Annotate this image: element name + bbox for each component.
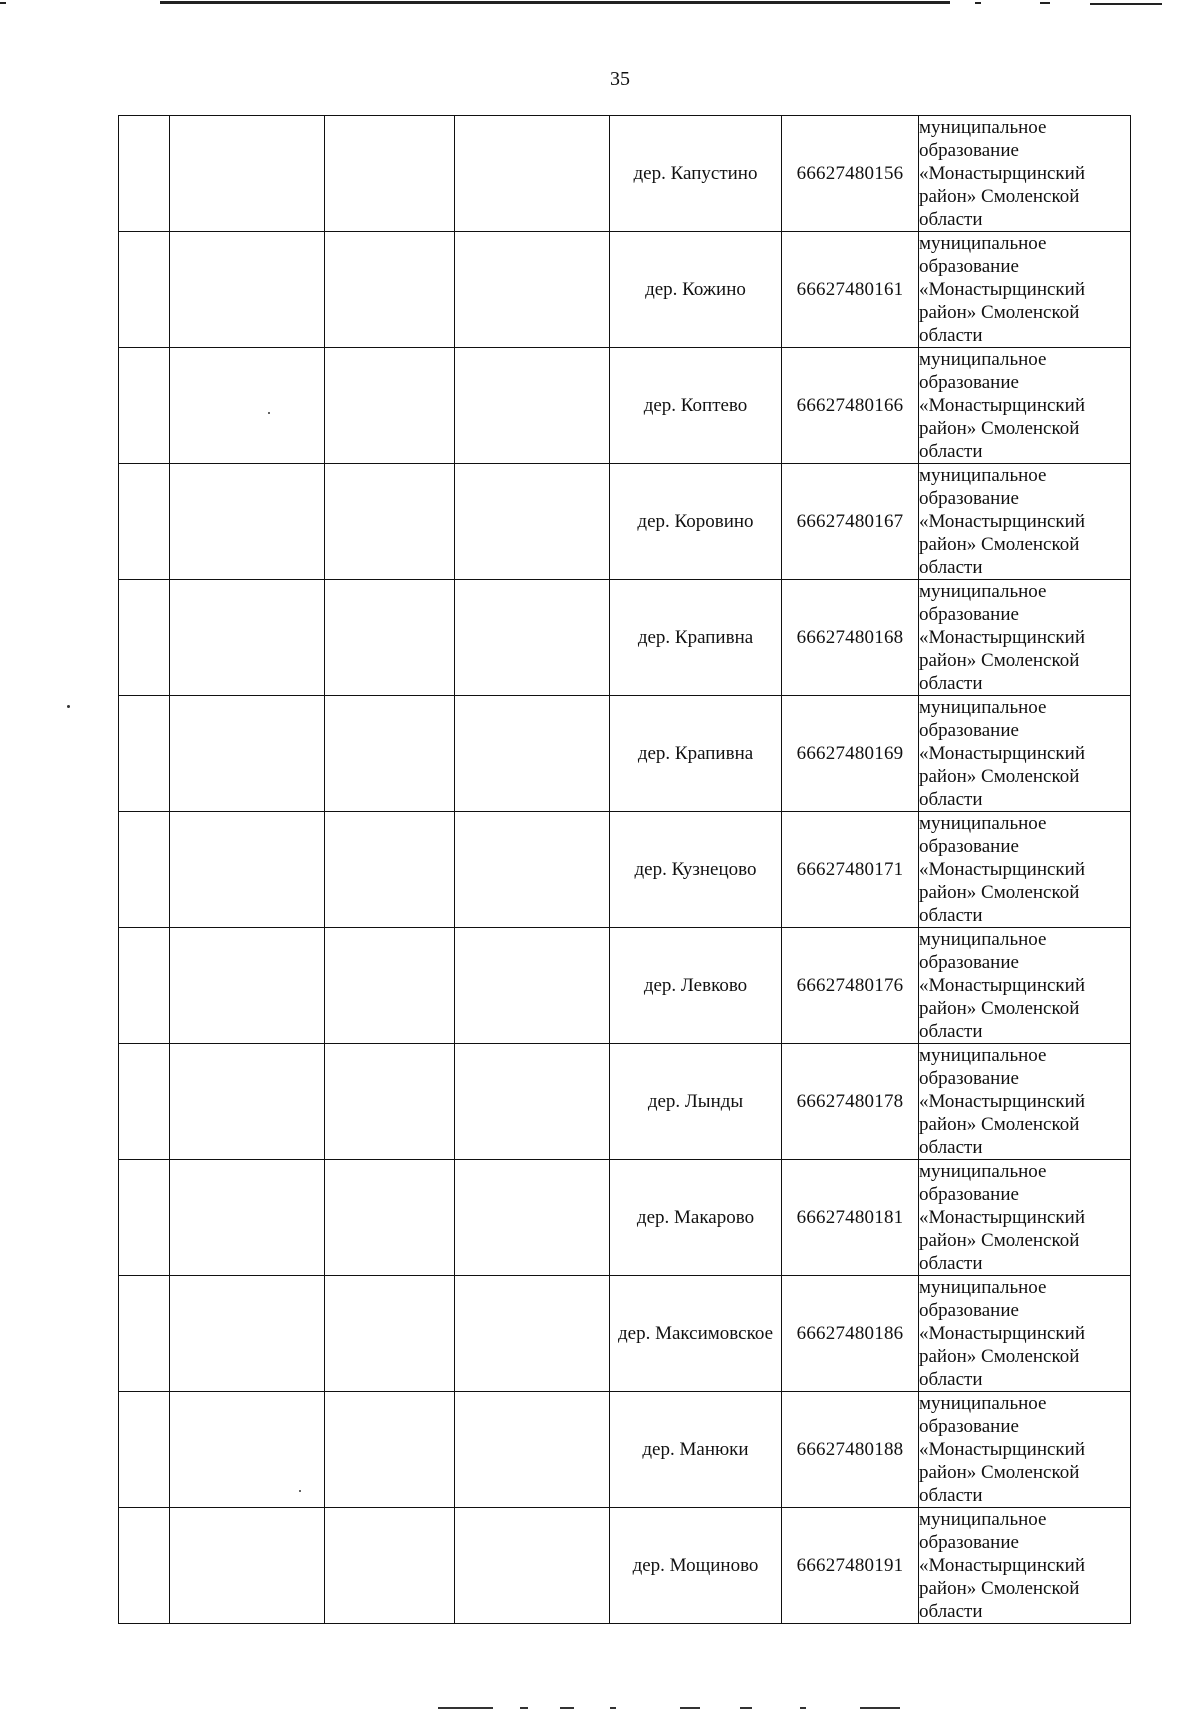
settlement-name-cell: дер. Левково: [610, 928, 782, 1044]
table-row: [119, 812, 1131, 928]
empty-cell: [170, 1044, 325, 1160]
municipality-line: образование: [919, 488, 1019, 509]
empty-cell: [170, 1392, 325, 1508]
municipality-line: «Монастырщинский: [919, 743, 1085, 764]
municipality-line: район» Смоленской: [919, 302, 1080, 323]
settlement-name-cell: дер. Максимовское: [610, 1276, 782, 1392]
municipality-line: «Монастырщинский: [919, 1555, 1085, 1576]
settlement-name-cell: дер. Лынды: [610, 1044, 782, 1160]
empty-cell: [325, 1276, 455, 1392]
settlement-name-cell: дер. Коптево: [610, 348, 782, 464]
empty-cell: [170, 580, 325, 696]
oktmo-code-cell: 66627480168: [782, 580, 919, 696]
empty-cell: [119, 464, 170, 580]
empty-cell: [455, 580, 610, 696]
municipality-line: области: [919, 557, 983, 578]
table-row: [119, 1044, 1131, 1160]
oktmo-code-cell: 66627480161: [782, 232, 919, 348]
table-row: [119, 1160, 1131, 1276]
empty-cell: [455, 232, 610, 348]
municipality-line: «Монастырщинский: [919, 1439, 1085, 1460]
empty-cell: [170, 928, 325, 1044]
municipality-line: «Монастырщинский: [919, 511, 1085, 532]
municipality-cell: [919, 1044, 1131, 1160]
empty-cell: [325, 1392, 455, 1508]
empty-cell: [170, 696, 325, 812]
settlement-name-cell: дер. Коровино: [610, 464, 782, 580]
municipality-line: образование: [919, 1532, 1019, 1553]
settlement-name-cell: дер. Крапивна: [610, 696, 782, 812]
oktmo-code-cell: 66627480166: [782, 348, 919, 464]
table-row: [119, 116, 1131, 232]
empty-cell: [325, 232, 455, 348]
municipality-line: области: [919, 673, 983, 694]
empty-cell: [455, 348, 610, 464]
municipality-line: образование: [919, 1300, 1019, 1321]
empty-cell: [455, 1044, 610, 1160]
table-row: [119, 1508, 1131, 1624]
empty-cell: [325, 1160, 455, 1276]
municipality-line: образование: [919, 256, 1019, 277]
municipality-cell: [919, 696, 1131, 812]
empty-cell: [170, 1276, 325, 1392]
municipality-line: район» Смоленской: [919, 1114, 1080, 1135]
empty-cell: [119, 1276, 170, 1392]
table-row: [119, 696, 1131, 812]
municipality-line: «Монастырщинский: [919, 163, 1085, 184]
municipality-line: муниципальное: [919, 1509, 1047, 1530]
municipality-line: «Монастырщинский: [919, 279, 1085, 300]
municipality-cell: [919, 1508, 1131, 1624]
empty-cell: [119, 232, 170, 348]
oktmo-code-cell: 66627480167: [782, 464, 919, 580]
municipality-line: области: [919, 325, 983, 346]
municipality-line: «Монастырщинский: [919, 1091, 1085, 1112]
municipality-line: район» Смоленской: [919, 1346, 1080, 1367]
empty-cell: [119, 1508, 170, 1624]
settlement-name-cell: дер. Капустино: [610, 116, 782, 232]
empty-cell: [325, 464, 455, 580]
municipality-line: район» Смоленской: [919, 998, 1080, 1019]
settlement-name-cell: дер. Макарово: [610, 1160, 782, 1276]
table-row: [119, 1392, 1131, 1508]
municipality-line: муниципальное: [919, 465, 1047, 486]
municipality-line: муниципальное: [919, 1277, 1047, 1298]
empty-cell: [119, 348, 170, 464]
table-row: [119, 348, 1131, 464]
municipality-line: области: [919, 1369, 983, 1390]
settlement-name-cell: дер. Кузнецово: [610, 812, 782, 928]
municipality-line: области: [919, 1253, 983, 1274]
empty-cell: [325, 696, 455, 812]
municipality-line: район» Смоленской: [919, 766, 1080, 787]
municipality-line: муниципальное: [919, 1161, 1047, 1182]
municipality-line: «Монастырщинский: [919, 859, 1085, 880]
oktmo-code-cell: 66627480181: [782, 1160, 919, 1276]
empty-cell: [325, 580, 455, 696]
municipality-line: муниципальное: [919, 1393, 1047, 1414]
table-row: [119, 580, 1131, 696]
table-row: [119, 1276, 1131, 1392]
municipality-cell: [919, 928, 1131, 1044]
empty-cell: [170, 812, 325, 928]
municipality-line: район» Смоленской: [919, 1462, 1080, 1483]
scan-edge-bottom: [0, 1705, 1200, 1711]
empty-cell: [455, 928, 610, 1044]
empty-cell: [325, 348, 455, 464]
municipality-line: муниципальное: [919, 581, 1047, 602]
municipality-line: муниципальное: [919, 813, 1047, 834]
empty-cell: [455, 116, 610, 232]
empty-cell: [119, 116, 170, 232]
empty-cell: [455, 1508, 610, 1624]
table-body: [119, 116, 1131, 1624]
municipality-line: образование: [919, 372, 1019, 393]
municipality-line: муниципальное: [919, 233, 1047, 254]
municipality-line: области: [919, 1485, 983, 1506]
municipality-line: район» Смоленской: [919, 1230, 1080, 1251]
municipality-line: области: [919, 905, 983, 926]
municipality-cell: [919, 1276, 1131, 1392]
municipality-line: «Монастырщинский: [919, 975, 1085, 996]
empty-cell: [170, 1508, 325, 1624]
page-number: 35: [610, 68, 630, 90]
empty-cell: [119, 696, 170, 812]
municipality-line: «Монастырщинский: [919, 1207, 1085, 1228]
settlement-name-cell: дер. Крапивна: [610, 580, 782, 696]
empty-cell: [119, 1392, 170, 1508]
municipality-line: образование: [919, 1416, 1019, 1437]
municipality-line: муниципальное: [919, 697, 1047, 718]
municipality-cell: [919, 348, 1131, 464]
empty-cell: [325, 812, 455, 928]
municipality-line: области: [919, 209, 983, 230]
municipality-line: образование: [919, 720, 1019, 741]
municipality-line: район» Смоленской: [919, 882, 1080, 903]
empty-cell: [119, 928, 170, 1044]
empty-cell: [170, 348, 325, 464]
municipality-line: район» Смоленской: [919, 186, 1080, 207]
settlement-name-cell: дер. Мощиново: [610, 1508, 782, 1624]
municipality-line: образование: [919, 952, 1019, 973]
empty-cell: [170, 232, 325, 348]
municipality-line: «Монастырщинский: [919, 395, 1085, 416]
municipality-line: области: [919, 1601, 983, 1622]
empty-cell: [170, 464, 325, 580]
oktmo-code-cell: 66627480156: [782, 116, 919, 232]
empty-cell: [455, 464, 610, 580]
empty-cell: [455, 1392, 610, 1508]
municipality-line: области: [919, 441, 983, 462]
settlement-name-cell: дер. Кожино: [610, 232, 782, 348]
oktmo-code-cell: 66627480169: [782, 696, 919, 812]
municipality-line: район» Смоленской: [919, 650, 1080, 671]
municipality-line: муниципальное: [919, 929, 1047, 950]
municipality-line: образование: [919, 1184, 1019, 1205]
table-row: [119, 928, 1131, 1044]
municipality-line: «Монастырщинский: [919, 627, 1085, 648]
table-row: [119, 232, 1131, 348]
oktmo-code-cell: 66627480176: [782, 928, 919, 1044]
municipality-line: образование: [919, 140, 1019, 161]
municipality-cell: [919, 1160, 1131, 1276]
municipality-line: образование: [919, 1068, 1019, 1089]
scan-edge-top: [0, 0, 1200, 6]
municipality-line: муниципальное: [919, 117, 1047, 138]
empty-cell: [325, 928, 455, 1044]
municipality-line: области: [919, 789, 983, 810]
empty-cell: [170, 116, 325, 232]
oktmo-code-cell: 66627480171: [782, 812, 919, 928]
municipality-cell: [919, 1392, 1131, 1508]
oktmo-code-cell: 66627480178: [782, 1044, 919, 1160]
municipality-cell: [919, 116, 1131, 232]
empty-cell: [119, 580, 170, 696]
municipality-cell: [919, 464, 1131, 580]
municipality-cell: [919, 812, 1131, 928]
empty-cell: [455, 1160, 610, 1276]
empty-cell: [455, 812, 610, 928]
municipality-line: муниципальное: [919, 1045, 1047, 1066]
oktmo-code-cell: 66627480191: [782, 1508, 919, 1624]
municipality-line: области: [919, 1021, 983, 1042]
municipality-line: образование: [919, 836, 1019, 857]
empty-cell: [170, 1160, 325, 1276]
municipality-line: район» Смоленской: [919, 418, 1080, 439]
empty-cell: [325, 1508, 455, 1624]
municipality-line: муниципальное: [919, 349, 1047, 370]
oktmo-code-cell: 66627480188: [782, 1392, 919, 1508]
empty-cell: [119, 1044, 170, 1160]
oktmo-code-cell: 66627480186: [782, 1276, 919, 1392]
municipality-line: области: [919, 1137, 983, 1158]
empty-cell: [119, 1160, 170, 1276]
scan-speck: [67, 705, 70, 708]
municipality-cell: [919, 232, 1131, 348]
table-row: [119, 464, 1131, 580]
empty-cell: [119, 812, 170, 928]
municipality-line: район» Смоленской: [919, 534, 1080, 555]
empty-cell: [325, 116, 455, 232]
municipality-line: район» Смоленской: [919, 1578, 1080, 1599]
empty-cell: [455, 1276, 610, 1392]
municipality-cell: [919, 580, 1131, 696]
empty-cell: [325, 1044, 455, 1160]
municipality-line: «Монастырщинский: [919, 1323, 1085, 1344]
municipality-line: образование: [919, 604, 1019, 625]
settlement-name-cell: дер. Манюки: [610, 1392, 782, 1508]
empty-cell: [455, 696, 610, 812]
settlements-table: [118, 115, 1131, 1624]
